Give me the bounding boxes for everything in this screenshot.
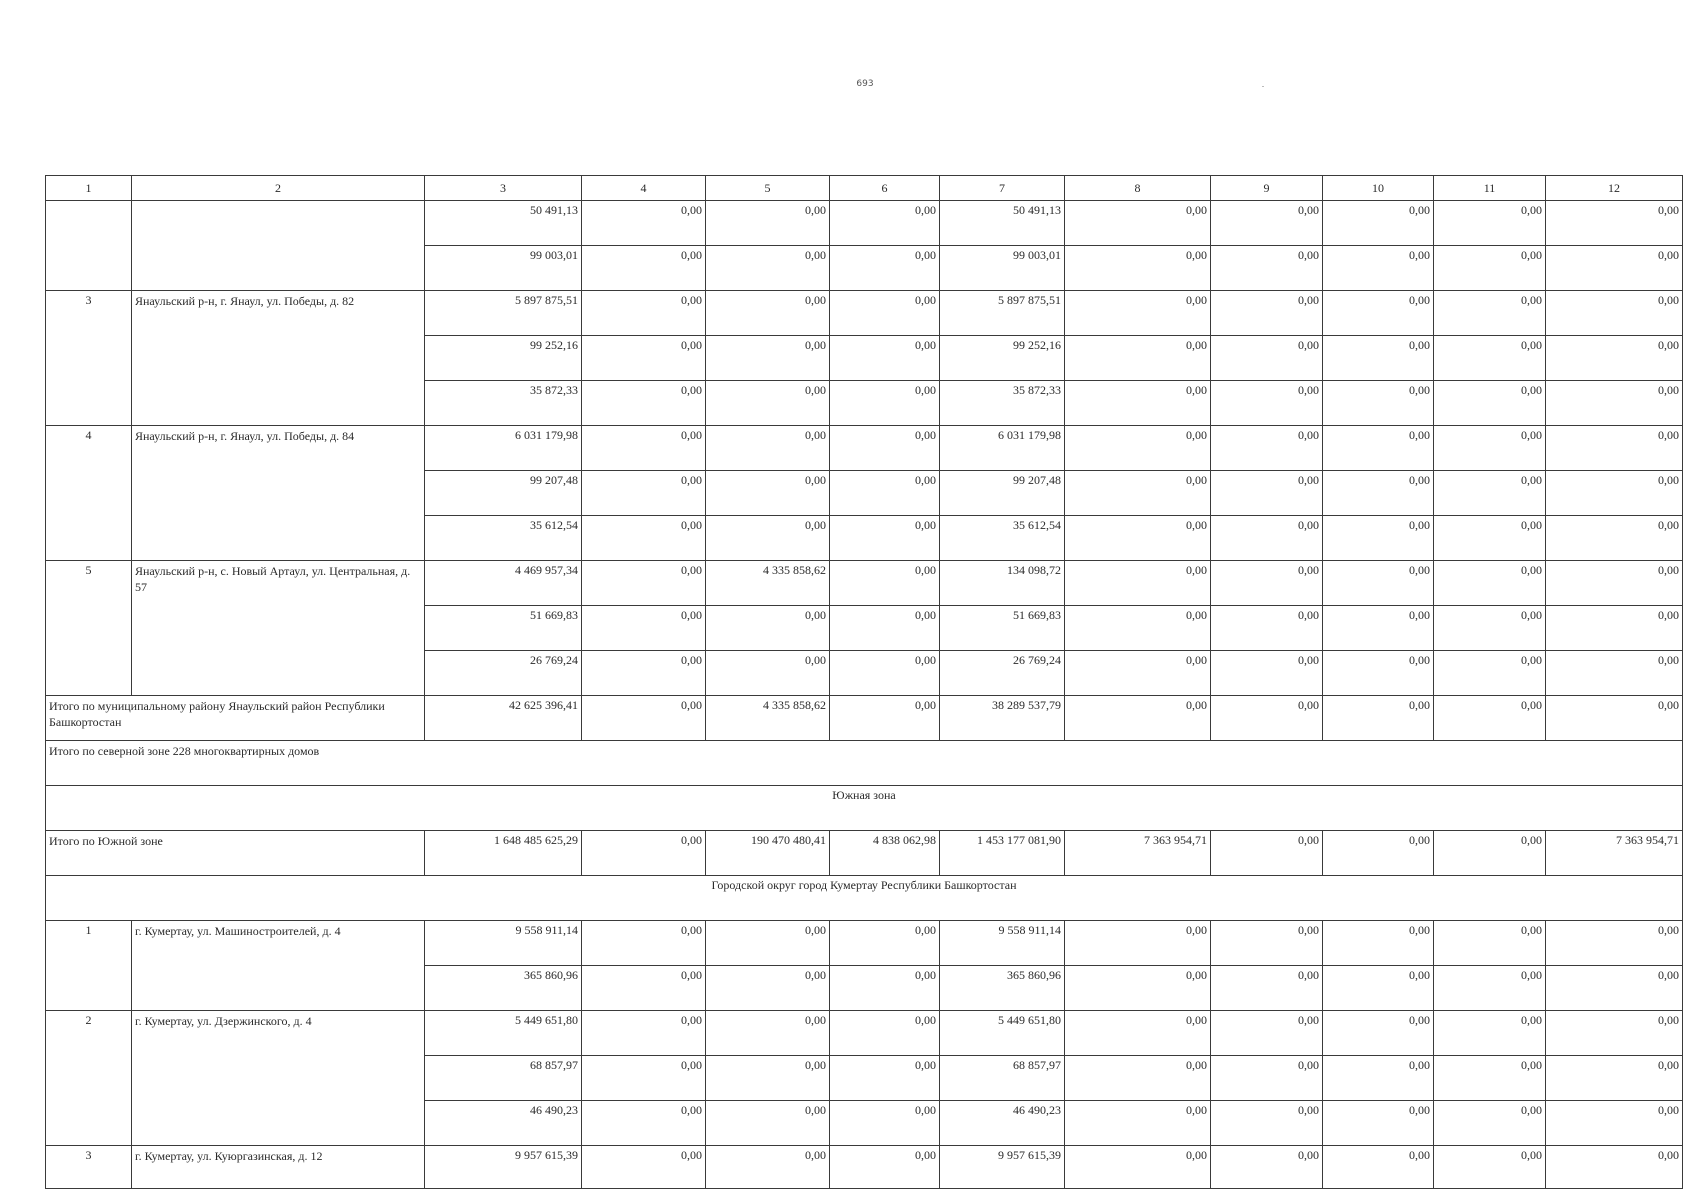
value-cell: 0,00 — [1211, 966, 1323, 1011]
value-cell: 46 490,23 — [425, 1101, 582, 1146]
value-cell: 0,00 — [830, 1011, 940, 1056]
value-cell: 0,00 — [1065, 606, 1211, 651]
value-cell: 0,00 — [1434, 471, 1546, 516]
value-cell: 0,00 — [1211, 201, 1323, 246]
value-cell: 0,00 — [1323, 426, 1434, 471]
value-cell: 0,00 — [1434, 336, 1546, 381]
value-cell: 0,00 — [706, 426, 830, 471]
value-cell: 0,00 — [830, 1056, 940, 1101]
south-total-label: Итого по Южной зоне — [46, 831, 425, 876]
value-cell: 0,00 — [1211, 471, 1323, 516]
city-heading-row — [46, 876, 1683, 921]
value-cell: 0,00 — [1323, 831, 1434, 876]
value-cell: 0,00 — [1323, 966, 1434, 1011]
value-cell: 4 469 957,34 — [425, 561, 582, 606]
value-cell: 99 207,48 — [940, 471, 1065, 516]
value-cell: 0,00 — [1211, 561, 1323, 606]
value-cell: 51 669,83 — [940, 606, 1065, 651]
value-cell: 0,00 — [1323, 696, 1434, 741]
value-cell: 0,00 — [706, 921, 830, 966]
address-cell — [132, 201, 425, 291]
value-cell: 0,00 — [830, 246, 940, 291]
value-cell: 0,00 — [1434, 921, 1546, 966]
value-cell: 365 860,96 — [425, 966, 582, 1011]
header-row — [46, 176, 1683, 201]
value-cell: 0,00 — [1546, 606, 1683, 651]
value-cell: 5 897 875,51 — [425, 291, 582, 336]
value-cell: 0,00 — [582, 381, 706, 426]
value-cell: 0,00 — [1546, 1011, 1683, 1056]
south-total-row — [46, 831, 1683, 876]
value-cell: 0,00 — [1211, 1011, 1323, 1056]
row-index — [46, 201, 132, 291]
value-cell: 0,00 — [1434, 1101, 1546, 1146]
value-cell: 0,00 — [1211, 381, 1323, 426]
value-cell: 0,00 — [1546, 561, 1683, 606]
value-cell: 0,00 — [1434, 246, 1546, 291]
value-cell: 0,00 — [1211, 516, 1323, 561]
value-cell: 0,00 — [1211, 651, 1323, 696]
value-cell: 0,00 — [582, 921, 706, 966]
value-cell: 0,00 — [1546, 426, 1683, 471]
value-cell: 0,00 — [706, 966, 830, 1011]
value-cell: 0,00 — [706, 516, 830, 561]
value-cell: 9 558 911,14 — [940, 921, 1065, 966]
row-index: 1 — [46, 921, 132, 1011]
value-cell: 4 838 062,98 — [830, 831, 940, 876]
value-cell: 5 449 651,80 — [425, 1011, 582, 1056]
value-cell: 0,00 — [1065, 561, 1211, 606]
value-cell: 0,00 — [1546, 246, 1683, 291]
value-cell: 0,00 — [1211, 921, 1323, 966]
value-cell: 35 612,54 — [940, 516, 1065, 561]
value-cell: 0,00 — [582, 201, 706, 246]
value-cell: 51 669,83 — [425, 606, 582, 651]
value-cell: 0,00 — [1323, 201, 1434, 246]
value-cell: 0,00 — [1211, 336, 1323, 381]
value-cell: 190 470 480,41 — [706, 831, 830, 876]
address-cell: г. Кумертау, ул. Куюргазинская, д. 12 — [132, 1146, 425, 1189]
value-cell: 4 335 858,62 — [706, 561, 830, 606]
value-cell: 0,00 — [830, 291, 940, 336]
district-total-label: Итого по муниципальному району Янаульский район Республики Башкортостан — [46, 696, 425, 741]
value-cell: 99 003,01 — [940, 246, 1065, 291]
value-cell: 38 289 537,79 — [940, 696, 1065, 741]
value-cell: 0,00 — [1065, 1101, 1211, 1146]
value-cell: 0,00 — [1211, 246, 1323, 291]
value-cell: 0,00 — [1323, 381, 1434, 426]
table-row — [46, 921, 1683, 966]
value-cell: 365 860,96 — [940, 966, 1065, 1011]
column-number: 11 — [1434, 176, 1546, 201]
value-cell: 9 558 911,14 — [425, 921, 582, 966]
table-row — [46, 1146, 1683, 1189]
value-cell: 0,00 — [1323, 651, 1434, 696]
value-cell: 0,00 — [1546, 1056, 1683, 1101]
value-cell: 0,00 — [1546, 201, 1683, 246]
address-cell: Янаульский р-н, г. Янаул, ул. Победы, д. 82 — [132, 291, 425, 426]
value-cell: 46 490,23 — [940, 1101, 1065, 1146]
value-cell: 0,00 — [1211, 831, 1323, 876]
value-cell: 0,00 — [830, 696, 940, 741]
column-number: 4 — [582, 176, 706, 201]
value-cell: 1 648 485 625,29 — [425, 831, 582, 876]
value-cell: 50 491,13 — [425, 201, 582, 246]
column-number: 5 — [706, 176, 830, 201]
value-cell: 0,00 — [1323, 921, 1434, 966]
value-cell: 0,00 — [1323, 246, 1434, 291]
north-total-label: Итого по северной зоне 228 многоквартирных домов — [46, 741, 1683, 786]
address-cell: Янаульский р-н, с. Новый Артаул, ул. Центральная, д. 57 — [132, 561, 425, 696]
value-cell: 0,00 — [582, 426, 706, 471]
value-cell: 0,00 — [1323, 1146, 1434, 1189]
value-cell: 0,00 — [1546, 696, 1683, 741]
value-cell: 0,00 — [1434, 966, 1546, 1011]
value-cell: 0,00 — [1546, 651, 1683, 696]
row-index: 3 — [46, 291, 132, 426]
value-cell: 0,00 — [830, 426, 940, 471]
value-cell: 0,00 — [830, 651, 940, 696]
value-cell: 0,00 — [582, 1056, 706, 1101]
value-cell: 134 098,72 — [940, 561, 1065, 606]
value-cell: 0,00 — [1065, 471, 1211, 516]
city-title: Городской округ город Кумертау Республики Башкортостан — [46, 876, 1683, 921]
value-cell: 26 769,24 — [940, 651, 1065, 696]
column-number: 1 — [46, 176, 132, 201]
value-cell: 0,00 — [706, 1101, 830, 1146]
value-cell: 0,00 — [582, 696, 706, 741]
value-cell: 0,00 — [1434, 696, 1546, 741]
value-cell: 0,00 — [582, 246, 706, 291]
value-cell: 0,00 — [706, 1146, 830, 1189]
value-cell: 9 957 615,39 — [425, 1146, 582, 1189]
value-cell: 0,00 — [1211, 1146, 1323, 1189]
value-cell: 0,00 — [830, 561, 940, 606]
value-cell: 0,00 — [830, 471, 940, 516]
value-cell: 0,00 — [1434, 606, 1546, 651]
column-number: 10 — [1323, 176, 1434, 201]
value-cell: 0,00 — [706, 1056, 830, 1101]
value-cell: 0,00 — [1323, 471, 1434, 516]
value-cell: 0,00 — [1546, 1101, 1683, 1146]
value-cell: 0,00 — [1211, 696, 1323, 741]
scan-speck — [1262, 86, 1264, 87]
value-cell: 0,00 — [1065, 921, 1211, 966]
value-cell: 99 003,01 — [425, 246, 582, 291]
value-cell: 50 491,13 — [940, 201, 1065, 246]
table-row — [46, 561, 1683, 606]
value-cell: 0,00 — [1211, 606, 1323, 651]
value-cell: 0,00 — [1065, 426, 1211, 471]
value-cell: 0,00 — [1065, 516, 1211, 561]
value-cell: 6 031 179,98 — [425, 426, 582, 471]
value-cell: 0,00 — [1434, 426, 1546, 471]
value-cell: 0,00 — [582, 336, 706, 381]
value-cell: 0,00 — [582, 606, 706, 651]
row-index: 2 — [46, 1011, 132, 1146]
value-cell: 0,00 — [1323, 1101, 1434, 1146]
value-cell: 0,00 — [582, 651, 706, 696]
row-index: 3 — [46, 1146, 132, 1189]
value-cell: 0,00 — [582, 966, 706, 1011]
value-cell: 0,00 — [1434, 1146, 1546, 1189]
value-cell: 0,00 — [830, 516, 940, 561]
value-cell: 1 453 177 081,90 — [940, 831, 1065, 876]
value-cell: 0,00 — [1546, 471, 1683, 516]
value-cell: 0,00 — [830, 381, 940, 426]
value-cell: 0,00 — [582, 561, 706, 606]
data-table — [45, 175, 1683, 1189]
value-cell: 0,00 — [1546, 921, 1683, 966]
value-cell: 0,00 — [1065, 1146, 1211, 1189]
value-cell: 5 449 651,80 — [940, 1011, 1065, 1056]
value-cell: 4 335 858,62 — [706, 696, 830, 741]
value-cell: 0,00 — [1323, 1011, 1434, 1056]
value-cell: 0,00 — [1065, 336, 1211, 381]
value-cell: 0,00 — [582, 831, 706, 876]
value-cell: 0,00 — [706, 471, 830, 516]
value-cell: 35 872,33 — [940, 381, 1065, 426]
value-cell: 0,00 — [830, 1101, 940, 1146]
value-cell: 0,00 — [1546, 516, 1683, 561]
value-cell: 6 031 179,98 — [940, 426, 1065, 471]
value-cell: 68 857,97 — [425, 1056, 582, 1101]
value-cell: 0,00 — [1323, 606, 1434, 651]
value-cell: 0,00 — [1065, 1011, 1211, 1056]
table-row — [46, 1011, 1683, 1056]
value-cell: 0,00 — [1065, 201, 1211, 246]
value-cell: 0,00 — [1065, 381, 1211, 426]
value-cell: 7 363 954,71 — [1546, 831, 1683, 876]
value-cell: 0,00 — [830, 201, 940, 246]
value-cell: 0,00 — [1434, 831, 1546, 876]
row-index: 4 — [46, 426, 132, 561]
value-cell: 99 207,48 — [425, 471, 582, 516]
column-number: 2 — [132, 176, 425, 201]
value-cell: 0,00 — [1546, 291, 1683, 336]
value-cell: 0,00 — [1211, 1101, 1323, 1146]
value-cell: 0,00 — [1065, 246, 1211, 291]
value-cell: 0,00 — [1434, 1056, 1546, 1101]
value-cell: 35 612,54 — [425, 516, 582, 561]
column-number: 8 — [1065, 176, 1211, 201]
south-zone-title: Южная зона — [46, 786, 1683, 831]
column-number: 6 — [830, 176, 940, 201]
value-cell: 0,00 — [1546, 966, 1683, 1011]
value-cell: 0,00 — [1434, 561, 1546, 606]
value-cell: 0,00 — [830, 1146, 940, 1189]
value-cell: 0,00 — [1323, 336, 1434, 381]
value-cell: 0,00 — [1211, 1056, 1323, 1101]
value-cell: 0,00 — [706, 1011, 830, 1056]
value-cell: 0,00 — [1323, 291, 1434, 336]
row-index: 5 — [46, 561, 132, 696]
value-cell: 9 957 615,39 — [940, 1146, 1065, 1189]
value-cell: 0,00 — [1211, 291, 1323, 336]
value-cell: 99 252,16 — [425, 336, 582, 381]
value-cell: 0,00 — [582, 291, 706, 336]
value-cell: 0,00 — [706, 201, 830, 246]
value-cell: 0,00 — [706, 651, 830, 696]
value-cell: 0,00 — [706, 246, 830, 291]
value-cell: 0,00 — [706, 291, 830, 336]
value-cell: 0,00 — [1065, 651, 1211, 696]
value-cell: 0,00 — [830, 921, 940, 966]
value-cell: 0,00 — [1434, 201, 1546, 246]
value-cell: 0,00 — [1434, 381, 1546, 426]
value-cell: 0,00 — [1323, 561, 1434, 606]
column-number: 9 — [1211, 176, 1323, 201]
column-number: 7 — [940, 176, 1065, 201]
value-cell: 0,00 — [1065, 696, 1211, 741]
value-cell: 0,00 — [830, 606, 940, 651]
value-cell: 0,00 — [582, 1146, 706, 1189]
value-cell: 0,00 — [1065, 966, 1211, 1011]
column-number: 3 — [425, 176, 582, 201]
district-total-row — [46, 696, 1683, 741]
value-cell: 0,00 — [1434, 1011, 1546, 1056]
value-cell: 0,00 — [1211, 426, 1323, 471]
value-cell: 0,00 — [1434, 291, 1546, 336]
table-row — [46, 201, 1683, 246]
value-cell: 0,00 — [830, 966, 940, 1011]
table-row — [46, 291, 1683, 336]
value-cell: 99 252,16 — [940, 336, 1065, 381]
table-body — [46, 176, 1683, 1189]
value-cell: 0,00 — [706, 381, 830, 426]
column-number: 12 — [1546, 176, 1683, 201]
value-cell: 0,00 — [582, 516, 706, 561]
north-total-row — [46, 741, 1683, 786]
value-cell: 0,00 — [1323, 516, 1434, 561]
value-cell: 0,00 — [1434, 516, 1546, 561]
value-cell: 0,00 — [830, 336, 940, 381]
value-cell: 7 363 954,71 — [1065, 831, 1211, 876]
value-cell: 0,00 — [582, 471, 706, 516]
value-cell: 0,00 — [1434, 651, 1546, 696]
value-cell: 0,00 — [706, 606, 830, 651]
value-cell: 42 625 396,41 — [425, 696, 582, 741]
value-cell: 0,00 — [706, 336, 830, 381]
address-cell: г. Кумертау, ул. Машиностроителей, д. 4 — [132, 921, 425, 1011]
value-cell: 26 769,24 — [425, 651, 582, 696]
value-cell: 35 872,33 — [425, 381, 582, 426]
address-cell: г. Кумертау, ул. Дзержинского, д. 4 — [132, 1011, 425, 1146]
value-cell: 0,00 — [1065, 291, 1211, 336]
value-cell: 0,00 — [1065, 1056, 1211, 1101]
value-cell: 0,00 — [1323, 1056, 1434, 1101]
value-cell: 0,00 — [582, 1101, 706, 1146]
table-row — [46, 426, 1683, 471]
value-cell: 0,00 — [582, 1011, 706, 1056]
value-cell: 0,00 — [1546, 1146, 1683, 1189]
value-cell: 5 897 875,51 — [940, 291, 1065, 336]
south-zone-row — [46, 786, 1683, 831]
value-cell: 0,00 — [1546, 381, 1683, 426]
page-number: 693 — [856, 79, 874, 89]
address-cell: Янаульский р-н, г. Янаул, ул. Победы, д. 84 — [132, 426, 425, 561]
value-cell: 0,00 — [1546, 336, 1683, 381]
value-cell: 68 857,97 — [940, 1056, 1065, 1101]
